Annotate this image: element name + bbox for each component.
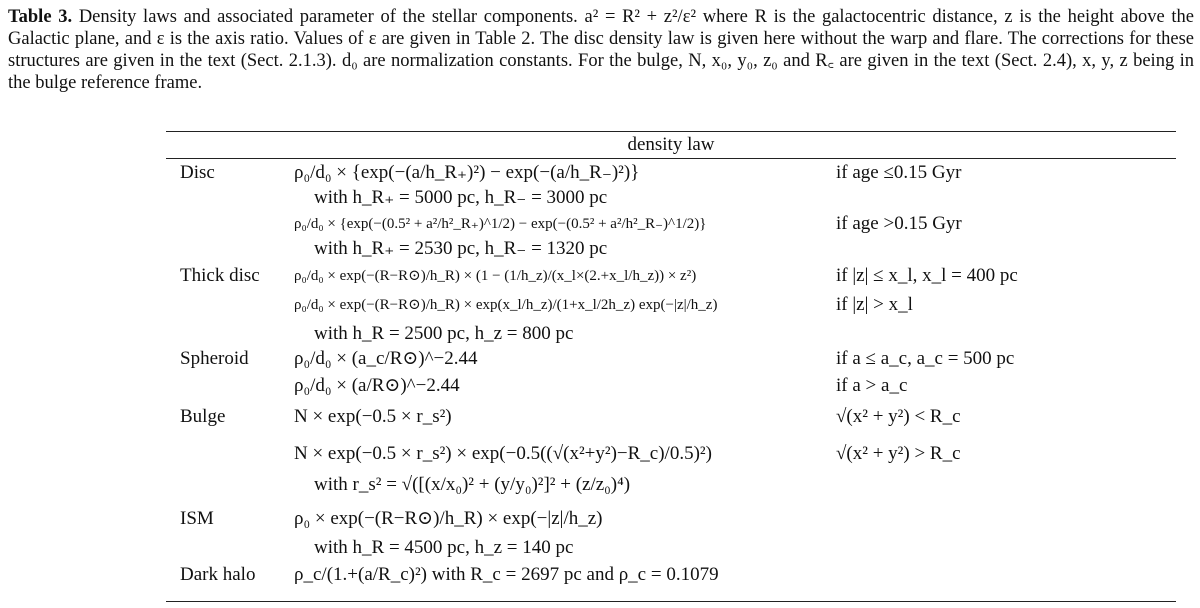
condition: if |z| > x_l [836, 294, 913, 315]
density-law: ρ₀/d₀ × exp(−(R−R⊙)/h_R) × (1 − (1/h_z)/(x_l×(2.+x_l/h_z)) × z²) [294, 268, 697, 284]
condition: if a > a_c [836, 375, 908, 396]
condition: if |z| ≤ x_l, x_l = 400 pc [836, 265, 1018, 286]
header-rule [166, 158, 1176, 159]
density-law: ρ₀/d₀ × {exp(−(a/h_R₊)²) − exp(−(a/h_R₋)²)} [294, 162, 640, 183]
density-law: with h_R₊ = 5000 pc, h_R₋ = 3000 pc [314, 187, 608, 208]
row-label: Disc [180, 162, 215, 183]
density-law: ρ_c/(1.+(a/R_c)²) with R_c = 2697 pc and ρ_c = 0.1079 [294, 564, 719, 585]
row-label: ISM [180, 508, 214, 529]
density-law: ρ₀/d₀ × exp(−(R−R⊙)/h_R) × exp(x_l/h_z)/(1+x_l/2h_z) exp(−|z|/h_z) [294, 297, 718, 313]
density-law: with h_R = 4500 pc, h_z = 140 pc [314, 537, 574, 558]
row-label: Thick disc [180, 265, 260, 286]
density-law: ρ₀/d₀ × (a_c/R⊙)^−2.44 [294, 348, 478, 369]
density-law: with r_s² = √([(x/x₀)² + (y/y₀)²]² + (z/z₀)⁴) [314, 474, 631, 495]
density-law: N × exp(−0.5 × r_s²) × exp(−0.5((√(x²+y²)−R_c)/0.5)²) [294, 443, 712, 464]
table-caption [8, 6, 1194, 94]
caption-label: Table 3. [8, 7, 73, 27]
density-law: ρ₀/d₀ × (a/R⊙)^−2.44 [294, 375, 460, 396]
density-law: N × exp(−0.5 × r_s²) [294, 406, 452, 427]
condition: √(x² + y²) < R_c [836, 406, 961, 427]
condition: if age >0.15 Gyr [836, 213, 962, 234]
condition: if age ≤0.15 Gyr [836, 162, 962, 183]
density-law: ρ₀/d₀ × {exp(−(0.5² + a²/h²_R₊)^1/2) − exp(−(0.5² + a²/h²_R₋)^1/2)} [294, 216, 707, 232]
density-law: ρ₀ × exp(−(R−R⊙)/h_R) × exp(−|z|/h_z) [294, 508, 603, 529]
row-label: Bulge [180, 406, 226, 427]
condition: √(x² + y²) > R_c [836, 443, 961, 464]
caption-text: Density laws and associated parameter of the stellar components. a² = R² + z²/ε² where R is the galactocentric distance, z is the height above the Galactic plane, and ε is the axis ratio. Values of ε are given in Table 2. The disc density law is given here without the warp and flare. The corrections for these structures are given in the text (Sect. 2.1.3). d₀ are normalization constants. For the bulge, N, x₀, y₀, z₀ and R꜀ are given in the text (Sect. 2.4), x, y, z being in the bulge reference frame. [8, 7, 1195, 93]
density-law: with h_R₊ = 2530 pc, h_R₋ = 1320 pc [314, 238, 608, 259]
condition: if a ≤ a_c, a_c = 500 pc [836, 348, 1015, 369]
top-rule [166, 131, 1176, 132]
row-label: Spheroid [180, 348, 249, 369]
density-law: with h_R = 2500 pc, h_z = 800 pc [314, 323, 574, 344]
bottom-rule [166, 601, 1176, 602]
column-header: density law [627, 134, 715, 155]
row-label: Dark halo [180, 564, 256, 585]
